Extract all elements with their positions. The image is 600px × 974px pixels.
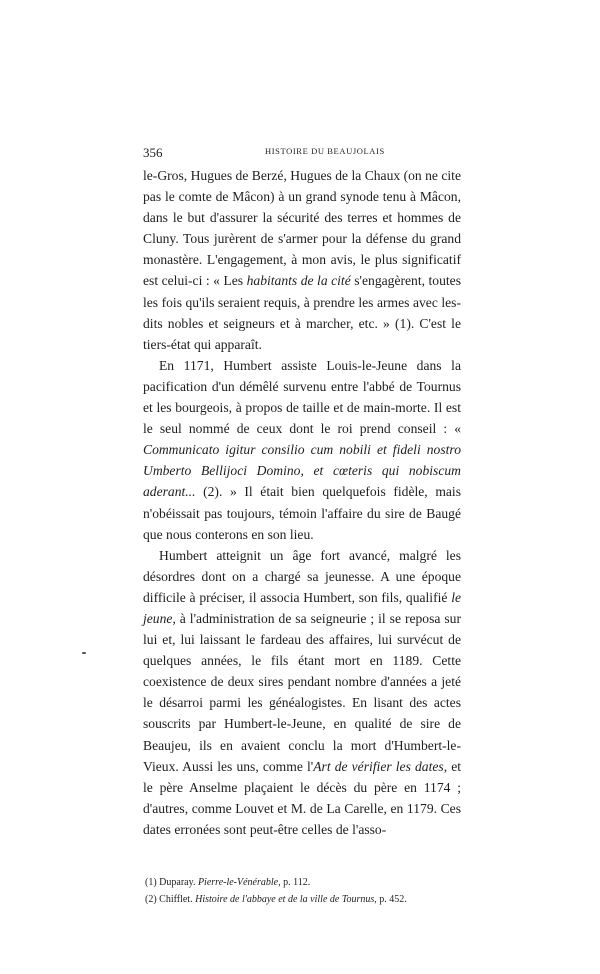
footnote-1-title: Pierre-le-Vénérable	[197, 877, 279, 888]
page-number: 356	[143, 145, 163, 160]
paragraph-3-text-b: , à l'administration de sa seigneurie ; il se reposa sur lui et, lui laissant le fardeau des affaires, lui survécut de quelques années, le fils étant mort en 1189. Cette coexistence de deux sires pendant nombre d'années a jeté le désarroi parmi les généalogistes. En lisant des actes souscrits par Humbert-le-Jeune, en qualité de sire de Beaujeu, ils en avaient conclu la mort d'Humbert-le-Vieux. Aussi les uns, comme l'	[143, 610, 461, 774]
footnote-2-title: Histoire de l'abbaye et de la ville de Tournus	[195, 894, 375, 905]
paragraph-1-italic: habitants de la cité	[246, 273, 351, 289]
paragraph-3-text-a: Humbert atteignit un âge fort avancé, malgré les désordres dont on a chargé sa jeunesse. A une époque difficile à préciser, il associa Humbert, son fils, qualifié	[143, 547, 461, 605]
paragraph-1-text-a: le-Gros, Hugues de Berzé, Hugues de la Chaux (on ne cite pas le comte de Mâcon) à un grand synode tenu à Mâcon, dans le but d'assurer la sécurité des terres et hommes de Cluny. Tous jurèrent de s'armer pour la défense du grand monastère. L'engagement, à mon avis, le plus significatif est celui-ci : « Les	[143, 168, 461, 289]
body-text	[143, 165, 461, 840]
running-title: HISTOIRE DU BEAUJOLAIS	[265, 146, 385, 156]
footnote-2	[143, 891, 461, 908]
footnote-1-suffix: , p. 112.	[278, 877, 311, 888]
footnote-1	[143, 874, 461, 891]
footnote-1-prefix: (1) Duparay.	[145, 877, 198, 888]
paragraph-2-text-b: (2). » Il était bien quelquefois fidèle, mais n'obéissait pas toujours, témoin l'affaire du sire de Baugé que nous conterons en son lieu.	[143, 484, 461, 542]
footnotes	[143, 874, 461, 908]
paragraph-3-italic-a: le jeune	[143, 589, 461, 626]
paragraph-1	[143, 165, 461, 355]
margin-ink-mark	[82, 652, 86, 654]
book-page	[143, 145, 461, 908]
running-head	[143, 145, 461, 165]
paragraph-3-italic-b: Art de vérifier les dates	[313, 758, 444, 774]
paragraph-3	[143, 545, 461, 840]
footnote-2-prefix: (2) Chifflet.	[145, 894, 196, 905]
paragraph-2-latin-quote: Communicato igitur consilio cum nobili et fideli nostro Umberto Bellijoci Domino, et cœteris qui nobiscum aderant...	[143, 442, 461, 500]
paragraph-2-text-a: En 1171, Humbert assiste Louis-le-Jeune dans la pacification d'un démêlé survenu entre l'abbé de Tournus et les bourgeois, à propos de taille et de main-morte. Il est le seul nommé de ceux dont le roi prend conseil : «	[143, 357, 461, 437]
paragraph-1-text-b: s'engagèrent, toutes les fois qu'ils seraient requis, à prendre les armes avec les-dits nobles et seigneurs et à marcher, etc. » (1). C'est le tiers-état qui apparaît.	[143, 273, 461, 352]
paragraph-2	[143, 355, 461, 545]
paragraph-3-text-c: , et le père Anselme plaçaient le décès du père en 1174 ; d'autres, comme Louvet et M. de La Carelle, en 1179. Ces dates erronées sont peut-être celles de l'asso-	[143, 758, 462, 837]
footnote-2-suffix: , p. 452.	[374, 894, 407, 905]
